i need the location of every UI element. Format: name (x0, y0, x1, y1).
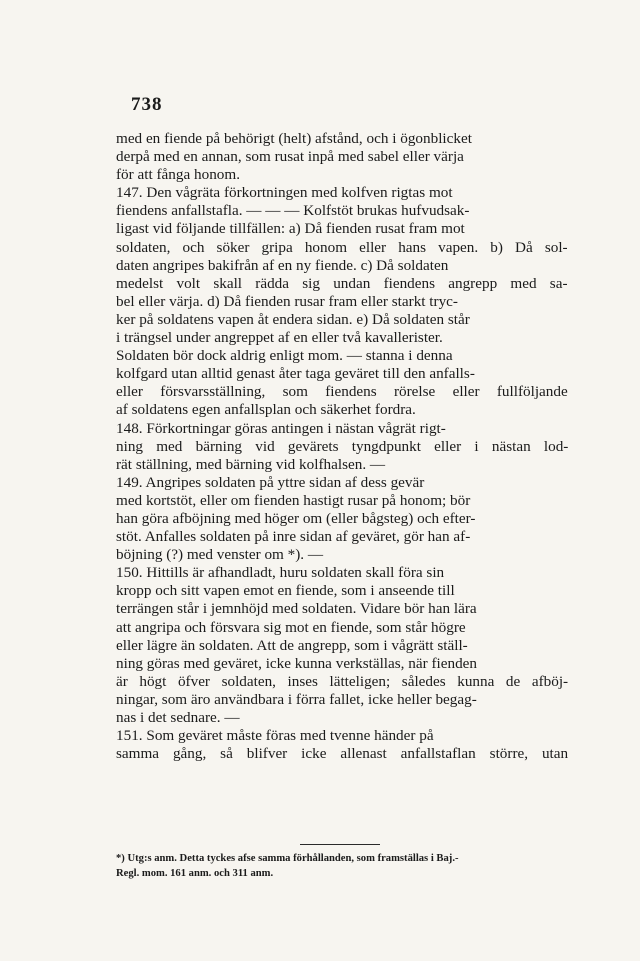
text-line: 151. Som geväret måste föras med tvenne händer på (116, 727, 434, 745)
text-line: terrängen står i jemnhöjd med soldaten. Vidare bör han lära (116, 600, 477, 618)
text-line: är högt öfver soldaten, inses lätteligen; således kunna de afböj- (116, 672, 569, 690)
text-line: eller försvarsställning, som fiendens rörelse eller fullföljande (116, 383, 568, 401)
footnote-line: Regl. mom. 161 anm. och 311 anm. (116, 868, 274, 879)
text-line: 147. Den vågräta förkortningen med kolfven rigtas mot (116, 184, 453, 202)
text-line: derpå med en annan, som rusat inpå med sabel eller värja (116, 148, 464, 166)
body-text (116, 130, 568, 763)
footnote-line: *) Utg:s anm. Detta tyckes afse samma förhållanden, som framställas i Baj.- (116, 853, 459, 864)
footnote (116, 851, 568, 881)
text-line: ning med bärning vid gevärets tyngdpunkt eller i nästan lod- (116, 437, 569, 455)
text-line: att angripa och försvara sig mot en fiende, som står högre (116, 618, 466, 636)
page-number: 738 (131, 94, 163, 115)
text-line: soldaten, och söker gripa honom eller hans vapen. b) Då sol- (116, 238, 568, 256)
text-line: 150. Hittills är afhandladt, huru soldaten skall föra sin (116, 564, 445, 582)
text-line: Soldaten bör dock aldrig enligt mom. — stanna i denna (116, 347, 453, 365)
text-line: rät ställning, med bärning vid kolfhalsen. — (116, 455, 386, 473)
text-line: kropp och sitt vapen emot en fiende, som i anseende till (116, 582, 455, 600)
text-line: ning göras med geväret, icke kunna verkställas, när fienden (116, 654, 477, 672)
text-line: med kortstöt, eller om fienden hastigt rusar på honom; bör (116, 491, 471, 509)
text-line: stöt. Anfalles soldaten på inre sidan af geväret, gör han af- (116, 528, 471, 546)
text-line: ligast vid följande tillfällen: a) Då fienden rusat fram mot (116, 220, 465, 238)
footnote-divider (300, 844, 380, 845)
text-line: 149. Angripes soldaten på yttre sidan af dess gevär (116, 473, 425, 491)
text-line: medelst volt skall rädda sig undan fiendens angrepp med sa- (116, 274, 568, 292)
text-line: för att fånga honom. (116, 166, 240, 184)
text-line: ker på soldatens vapen åt endera sidan. e) Då soldaten står (116, 310, 470, 328)
text-line: samma gång, så blifver icke allenast anfallstaflan större, utan (116, 745, 569, 763)
text-line: ningar, som äro användbara i förra fallet, icke heller begag- (116, 690, 477, 708)
text-line: daten angripes bakifrån af en ny fiende. c) Då soldaten (116, 256, 449, 274)
text-line: nas i det sednare. — (116, 709, 240, 726)
text-line: med en fiende på behörigt (helt) afstånd, och i ögonblicket (116, 130, 472, 147)
text-line: af soldatens egen anfallsplan och säkerhet fordra. (116, 401, 416, 419)
text-line: 148. Förkortningar göras antingen i nästan vågrät rigt- (116, 419, 446, 437)
text-line: i trängsel under angreppet af en eller två kavallerister. (116, 329, 443, 347)
text-line: bel eller värja. d) Då fienden rusar fram eller starkt tryc- (116, 292, 458, 310)
text-line: fiendens anfallstafla. — — — Kolfstöt brukas hufvudsak- (116, 202, 470, 220)
text-line: han göra afböjning med höger om (eller bågsteg) och efter- (116, 509, 476, 527)
text-line: eller lägre än soldaten. Att de angrepp, som i vågrätt ställ- (116, 636, 468, 654)
text-line: böjning (?) med venster om *). — (116, 546, 324, 564)
text-line: kolfgard utan alltid genast åter taga geväret till den anfalls- (116, 365, 475, 383)
